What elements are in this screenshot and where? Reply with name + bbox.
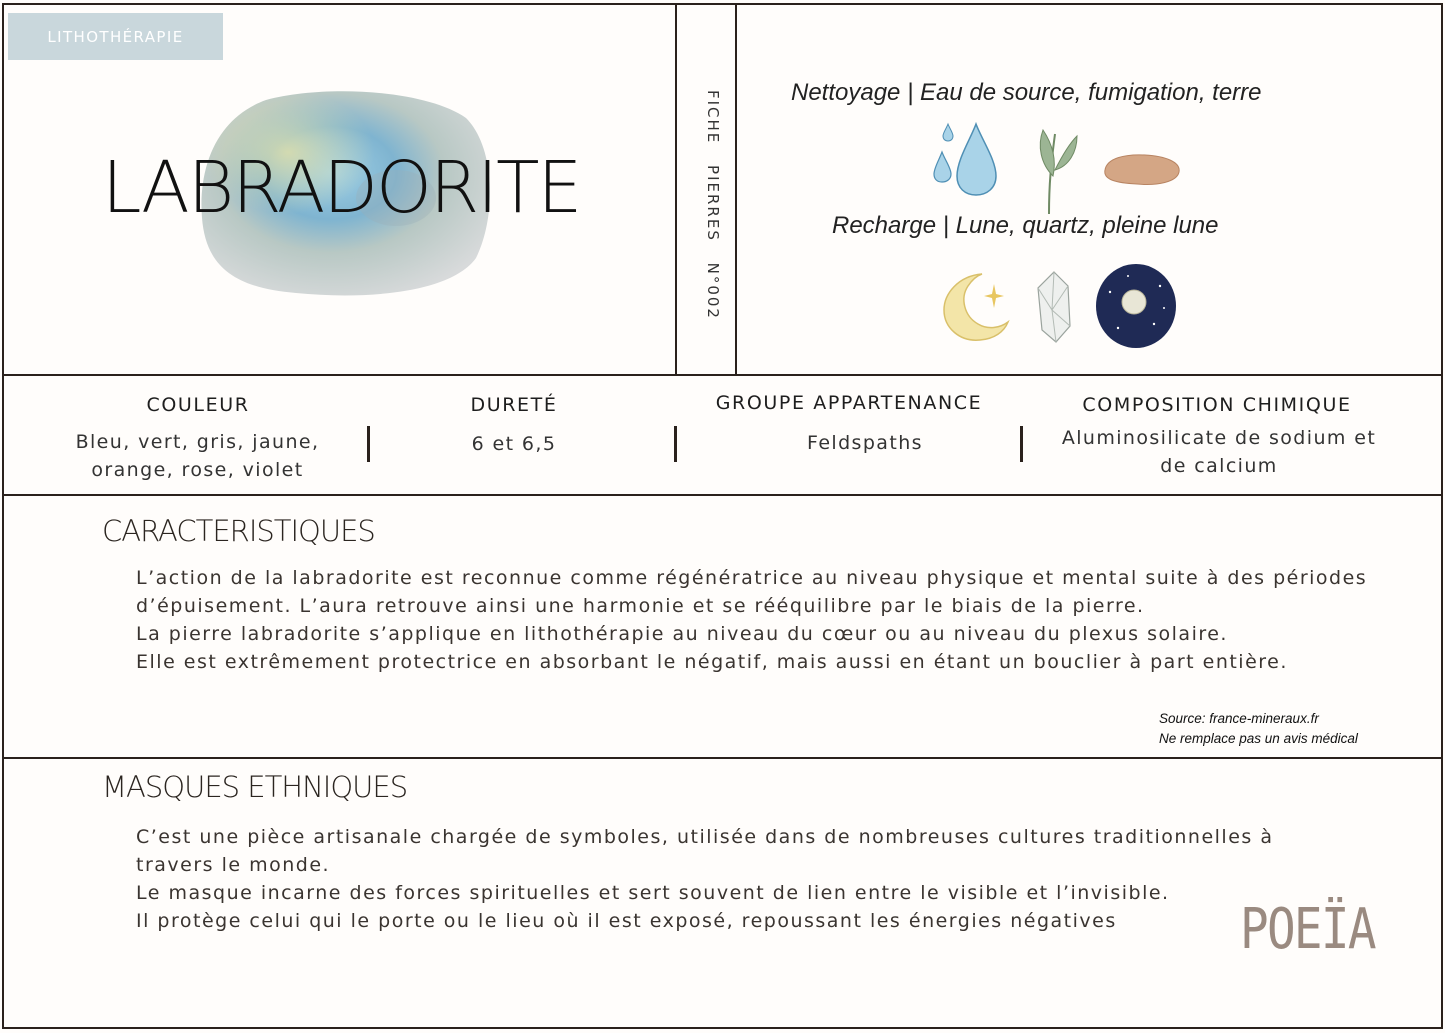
- stone-name: LABRADORITE: [102, 146, 581, 229]
- earth-stone-icon: [1099, 150, 1183, 188]
- section-title-masques: MASQUES ETHNIQUES: [102, 770, 408, 804]
- property-separator: [674, 426, 677, 462]
- crescent-moon-icon: [940, 270, 1012, 344]
- caracteristiques-text: [136, 564, 1376, 676]
- property-heading-couleur: COULEUR: [146, 394, 250, 416]
- divider-properties: [2, 494, 1443, 496]
- sheet-label: FICHE PIERRES N°002: [704, 90, 722, 320]
- source-text: Source: france-mineraux.fr: [1159, 711, 1319, 726]
- property-separator: [367, 426, 370, 462]
- paragraph-line: Il protège celui qui le porte ou le lieu où il est exposé, repoussant les énergies négatives: [136, 910, 1117, 932]
- property-value-groupe: Feldspaths: [807, 432, 923, 454]
- divider-vertical-left: [675, 3, 677, 376]
- paragraph-line: L’action de la labradorite est reconnue comme régénératrice au niveau physique et mental suite à des périodes d’épuisement. L’aura retrouve ainsi une harmonie et se rééquilibre par le biais de la pierre.: [136, 567, 1368, 617]
- leaf-icon: [1033, 124, 1081, 216]
- paragraph-line: La pierre labradorite s’applique en lithothérapie au niveau du cœur ou au niveau du plexus solaire.: [136, 623, 1228, 645]
- section-title-caracteristiques: CARACTERISTIQUES: [102, 514, 375, 548]
- brand-logo: POEÏA: [1240, 897, 1375, 962]
- paragraph-line: C’est une pièce artisanale chargée de symboles, utilisée dans de nombreuses cultures traditionnelles à travers le monde.: [136, 826, 1274, 876]
- category-tag: LITHOTHÉRAPIE: [8, 13, 223, 60]
- divider-top: [2, 374, 1443, 376]
- paragraph-line: Elle est extrêmement protectrice en absorbant le négatif, mais aussi en étant un bouclier à part entière.: [136, 651, 1288, 673]
- property-heading-groupe: GROUPE APPARTENANCE: [715, 392, 983, 414]
- paragraph-line: Le masque incarne des forces spirituelles et sert souvent de lien entre le visible et l’invisible.: [136, 882, 1170, 904]
- property-separator: [1020, 426, 1023, 462]
- quartz-crystal-icon: [1034, 270, 1074, 344]
- property-value-durete: 6 et 6,5: [471, 433, 557, 455]
- divider-caracteristiques: [2, 757, 1443, 759]
- property-value-composition: Aluminosilicate de sodium et de calcium: [1061, 427, 1377, 477]
- water-drops-icon: [930, 120, 1000, 198]
- property-value-couleur: Bleu, vert, gris, jaune, orange, rose, violet: [75, 431, 320, 481]
- cleaning-text: Nettoyage | Eau de source, fumigation, terre: [791, 79, 1262, 106]
- property-heading-composition: COMPOSITION CHIMIQUE: [1082, 394, 1352, 416]
- property-heading-durete: DURETÉ: [470, 394, 558, 416]
- disclaimer-text: Ne remplace pas un avis médical: [1159, 731, 1358, 746]
- divider-vertical-right: [735, 3, 737, 376]
- full-moon-icon: [1094, 262, 1178, 350]
- recharge-text: Recharge | Lune, quartz, pleine lune: [832, 212, 1219, 239]
- masques-text: [136, 823, 1351, 935]
- source-note: [1159, 709, 1358, 749]
